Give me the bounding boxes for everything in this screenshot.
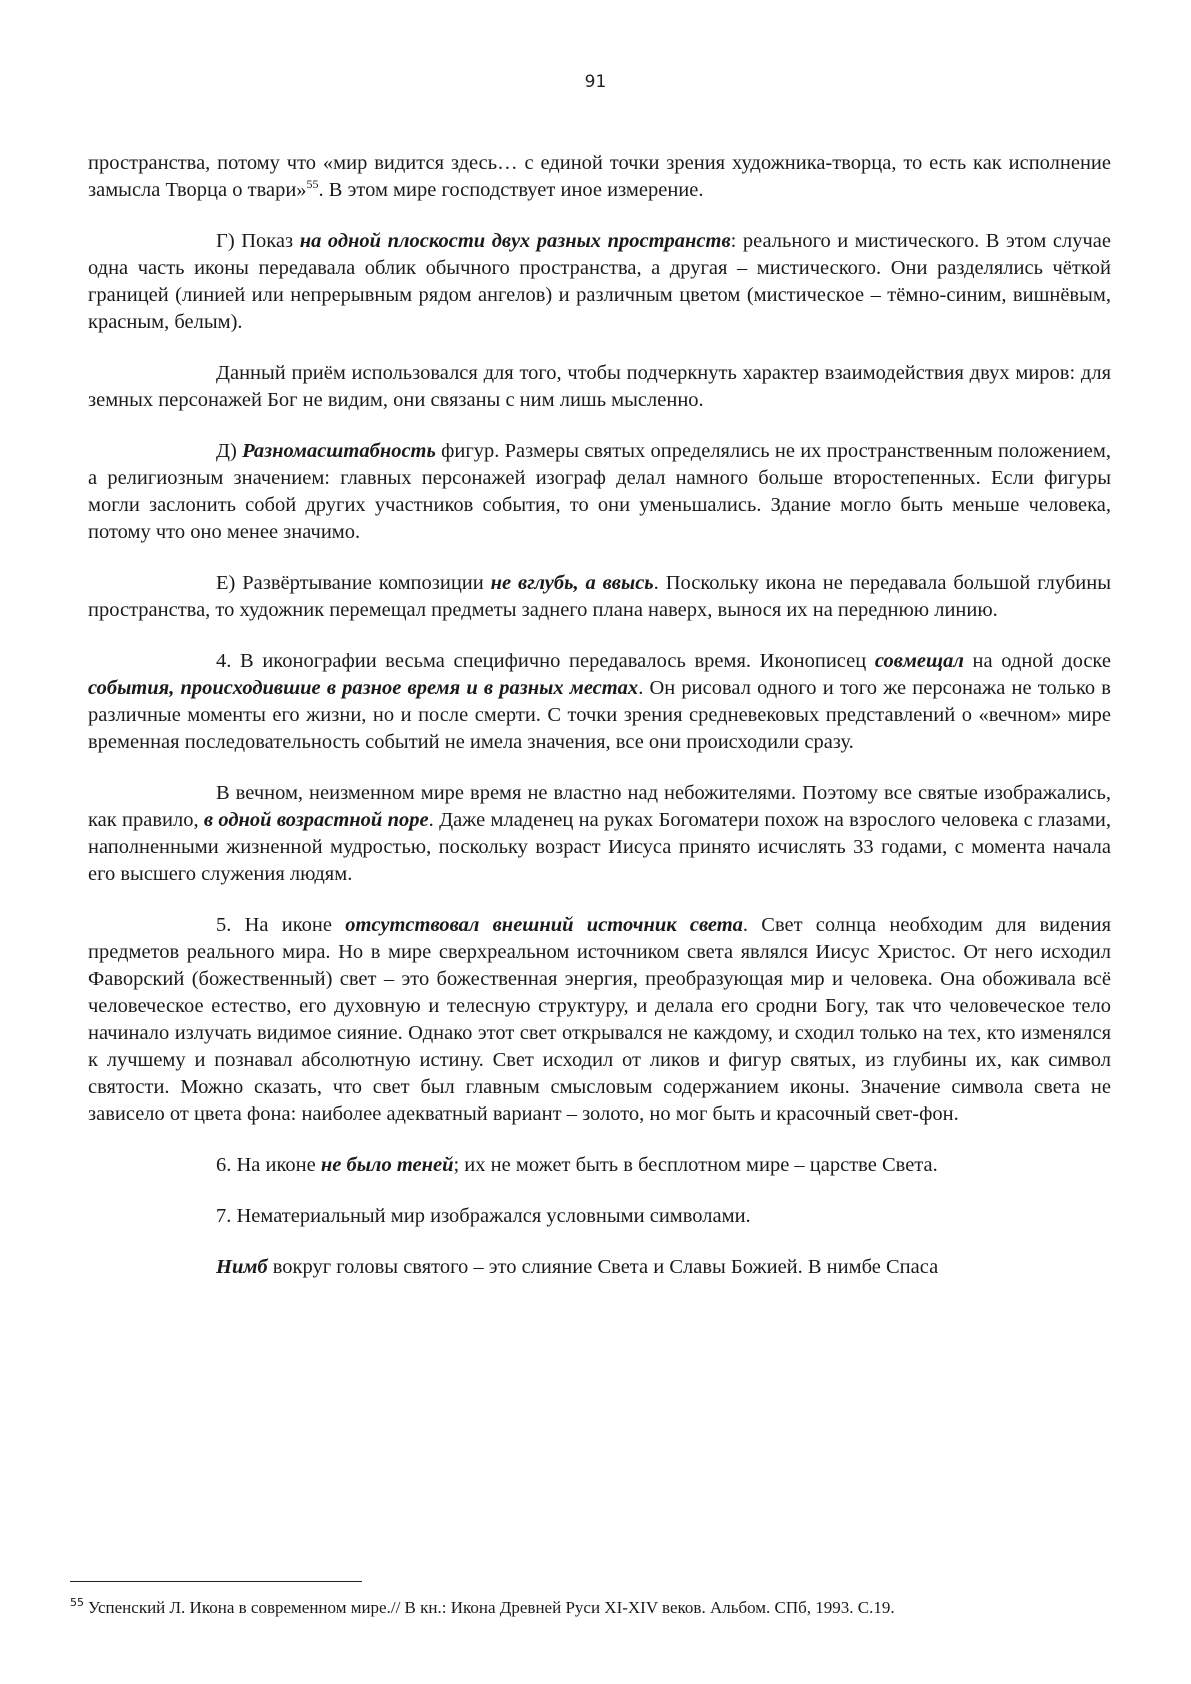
emphasis: совмещал <box>874 650 964 672</box>
emphasis: отсутствовал внешний источник света <box>345 914 743 936</box>
paragraph-5 <box>88 570 1111 624</box>
text-run: ; их не может быть в бесплотном мире – царстве Света. <box>453 1154 938 1176</box>
text-run: . Поскольку икона не передавала большой глубины пространства, то художник перемещал предметы заднего плана наверх, вынося их на переднюю линию. <box>88 572 1111 621</box>
text-run: . В этом мире господствует иное измерение. <box>318 179 704 201</box>
emphasis: Нимб <box>216 1256 268 1278</box>
text-run: на одной доске <box>963 650 1111 672</box>
paragraph-7 <box>88 780 1111 888</box>
paragraph-8 <box>88 912 1111 1128</box>
emphasis: не было теней <box>320 1154 454 1176</box>
text-run: Е) Развёртывание композиции <box>216 572 491 594</box>
footnote-reference[interactable]: 55 <box>306 177 319 192</box>
paragraph-10: 7. Нематериальный мир изображался условными символами. <box>216 1205 751 1227</box>
paragraph-3: Данный приём использовался для того, чтобы подчеркнуть характер взаимодействия двух миров: для земных персонажей Бог не видим, они связаны с ним лишь мысленно. <box>88 362 1111 411</box>
text-run: 6. На иконе <box>216 1154 321 1176</box>
paragraph-9 <box>88 1152 1111 1179</box>
paragraph-4 <box>88 438 1111 546</box>
text-run: вокруг головы святого – это слияние Света и Славы Божией. В нимбе Спаса <box>267 1256 939 1278</box>
paragraph-11 <box>88 1254 1111 1281</box>
emphasis: не вглубь, а ввысь <box>490 572 654 594</box>
paragraph-2 <box>88 228 1111 336</box>
text-run: 5. На иконе <box>216 914 346 936</box>
body-text <box>88 150 1111 1305</box>
emphasis: на одной плоскости двух разных пространств <box>299 230 731 252</box>
text-run: 4. В иконографии весьма специфично передавалось время. Иконописец <box>216 650 875 672</box>
text-run: . Свет солнца необходим для видения предметов реального мира. Но в мире сверхреальном источником света являлся Иисус Христос. От него исходил Фаворский (божественный) свет – это божественная энергия, преобразующая мир и человека. Она обоживала всё человеческое естество, его духовную и телесную структуру, и делала его сродни Богу, так что человеческое тело начинало излучать видимое сияние. Однако этот свет открывался не каждому, и сходил только на тех, кто изменялся к лучшему и познавал абсолютную истину. Свет исходил от ликов и фигур святых, из глубины их, как символ святости. Можно сказать, что свет был главным смысловым содержанием иконы. Значение символа света не зависело от цвета фона: наиболее адекватный вариант – золото, но мог быть и красочный свет-фон. <box>88 914 1112 1125</box>
footnote <box>70 1597 1110 1619</box>
emphasis: Разномасштабность <box>242 440 436 462</box>
paragraph-6 <box>88 648 1111 756</box>
text-run: В вечном, неизменном мире время не властно над небожителями. Поэтому все святые изображались, как правило, <box>88 782 1111 831</box>
text-run: Г) Показ <box>216 230 300 252</box>
text-run: . Даже младенец на руках Богоматери похож на взрослого человека с глазами, наполненными жизненной мудростью, поскольку возраст Иисуса принято исчислять 33 годами, с момента начала его высшего служения людям. <box>88 809 1111 885</box>
text-run: Д) <box>216 440 243 462</box>
text-run: фигур. Размеры святых определялись не их пространственным положением, а религиозным значением: главных персонажей изограф делал намного больше второстепенных. Если фигуры могли заслонить собой других участников события, то они уменьшались. Здание могло быть меньше человека, потому что оно менее значимо. <box>88 440 1111 543</box>
text-run: : реального и мистического. В этом случае одна часть иконы передавала облик обычного пространства, а другая – мистического. Они разделялись чёткой границей (линией или непрерывным рядом ангелов) и различным цветом (мистическое – тёмно-синим, вишнёвым, красным, белым). <box>88 230 1111 333</box>
text-run: пространства, потому что «мир видится здесь… с единой точки зрения художника-творца, то есть как исполнение замысла Творца о твари» <box>88 152 1111 201</box>
footnote-text: Успенский Л. Икона в современном мире.// В кн.: Икона Древней Руси XI-XIV веков. Альбом. СПб, 1993. С.19. <box>88 1598 895 1617</box>
paragraph-1 <box>88 150 1111 204</box>
footnote-mark: 55 <box>70 1596 84 1610</box>
page-number: 91 <box>584 72 607 92</box>
emphasis: события, происходившие в разное время и в разных местах <box>88 677 639 699</box>
emphasis: в одной возрастной поре <box>203 809 429 831</box>
footnote-separator <box>70 1581 362 1582</box>
text-run: . Он рисовал одного и того же персонажа не только в различные моменты его жизни, но и после смерти. С точки зрения средневековых представлений о «вечном» мире временная последовательность событий не имела значения, все они происходили сразу. <box>88 677 1111 753</box>
